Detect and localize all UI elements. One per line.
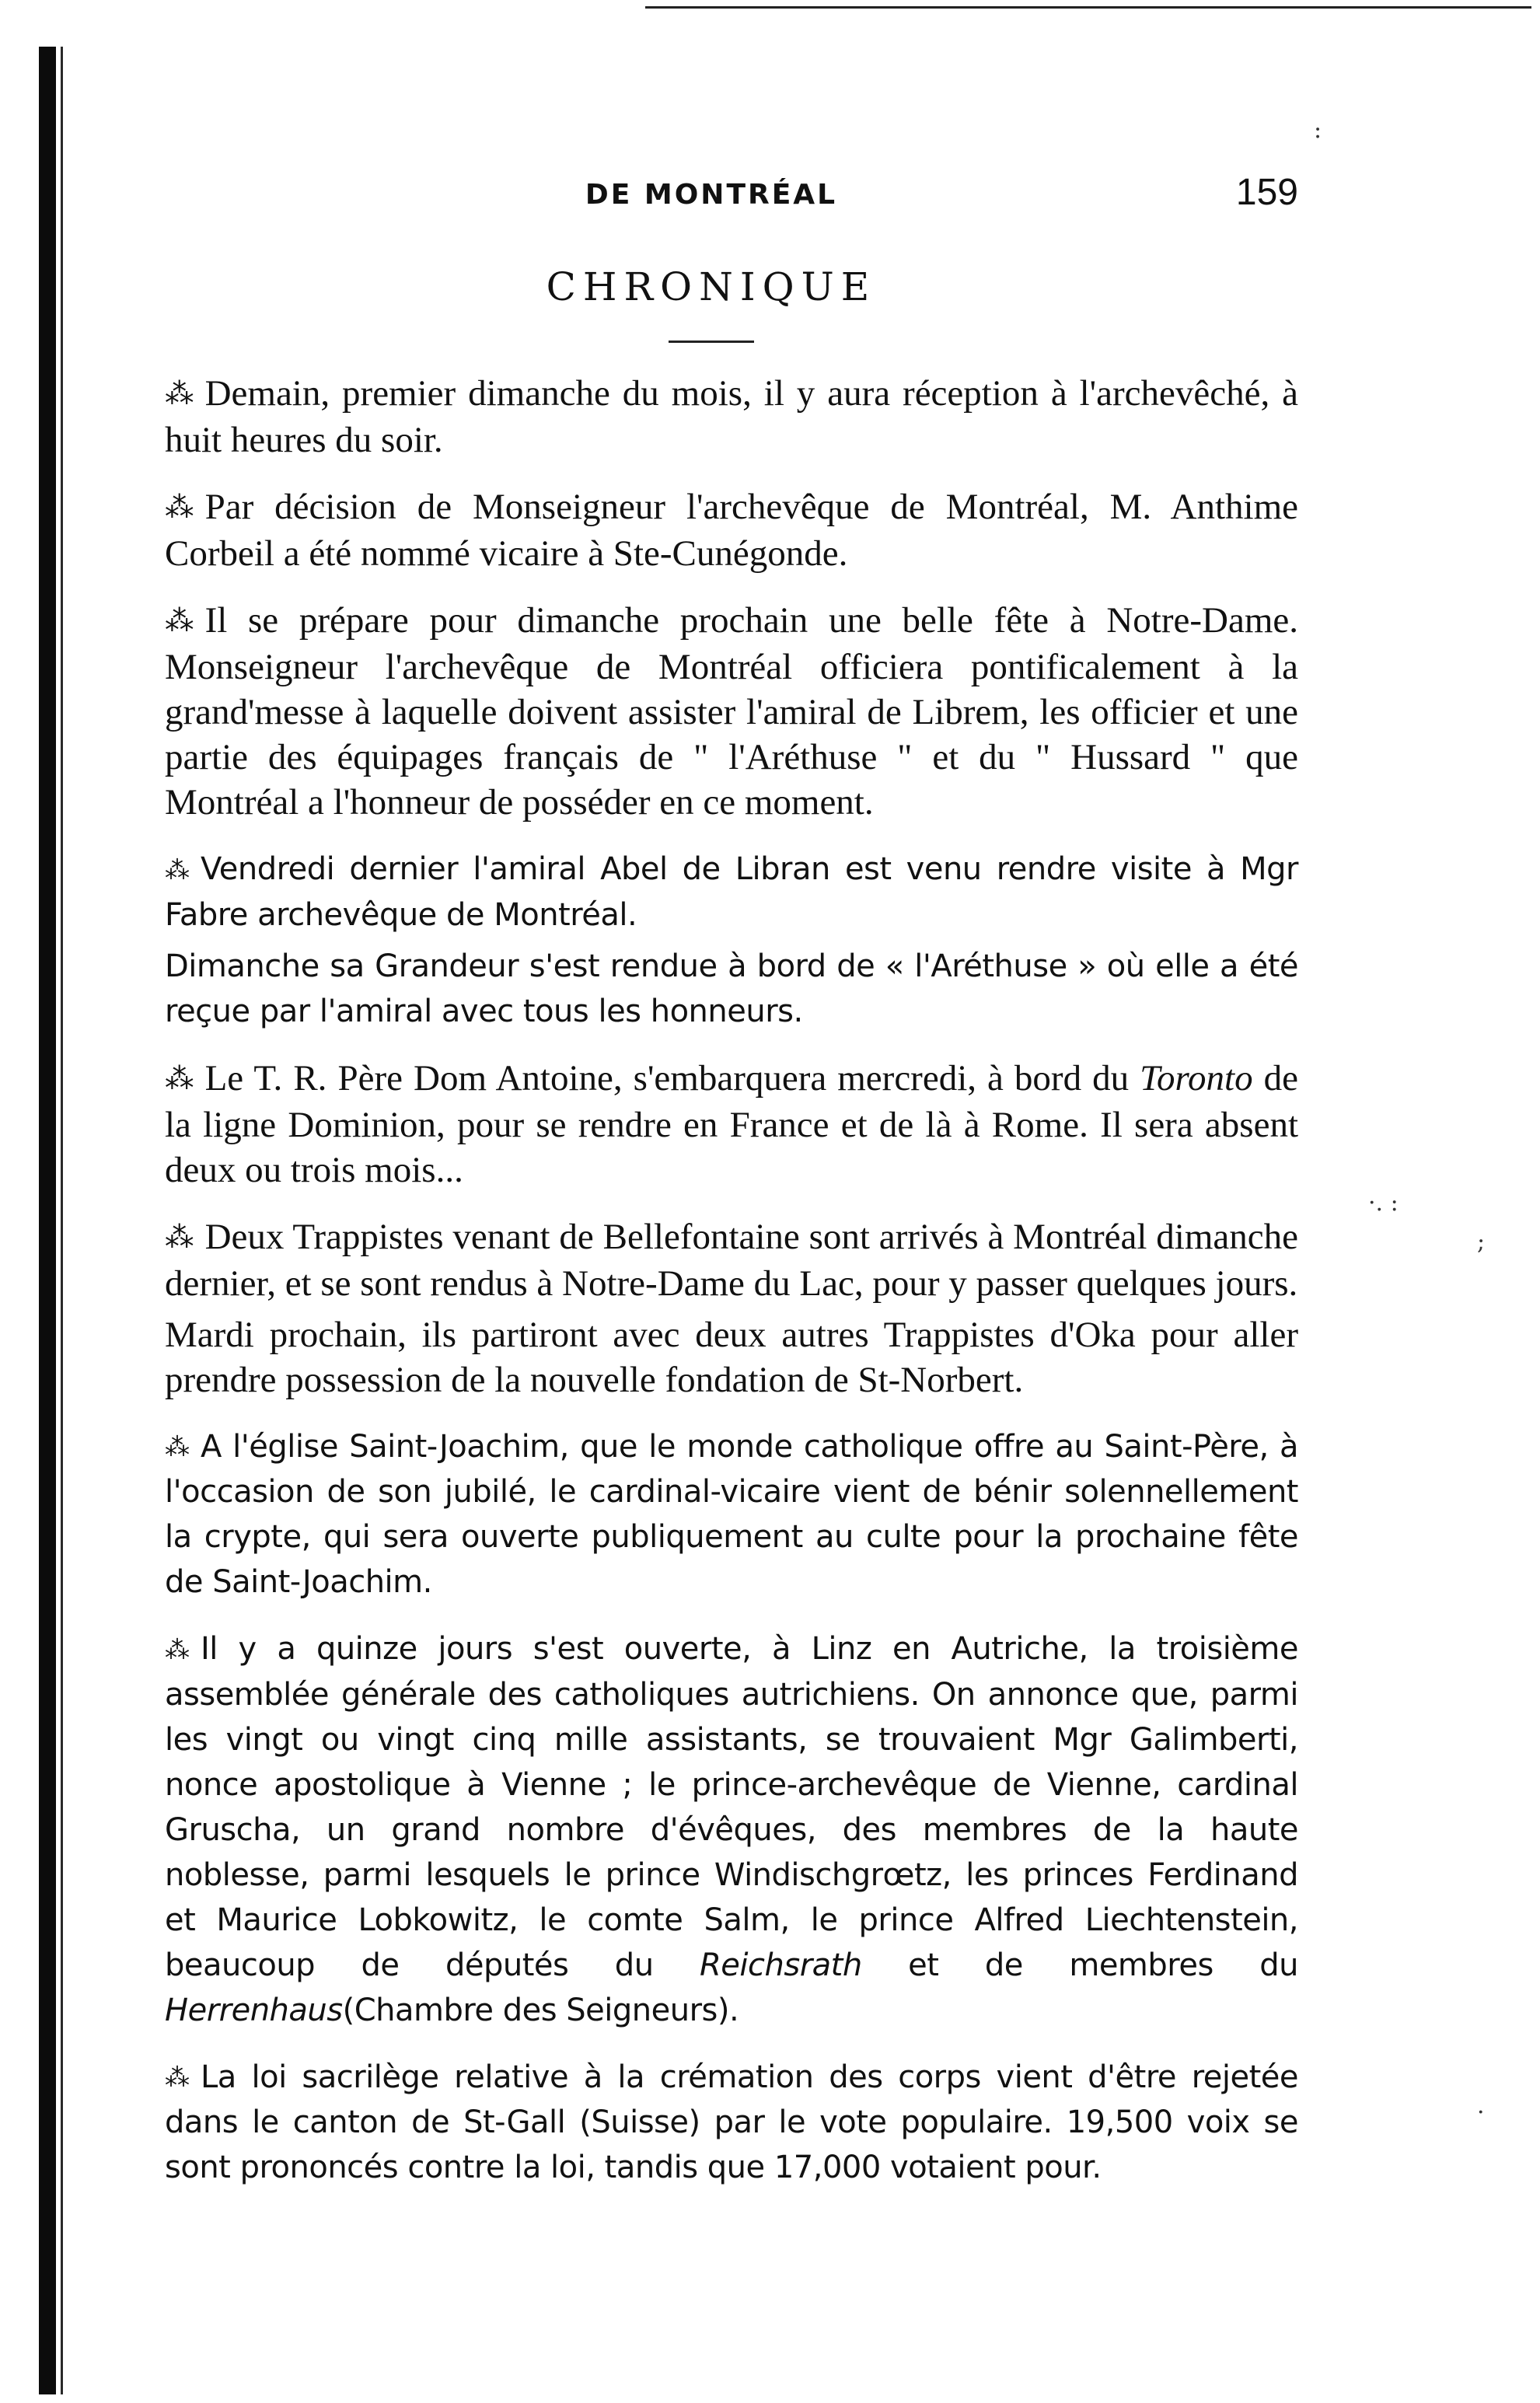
news-item-text: Il y a quinze jours s'est ouverte, à Linz en Autriche, la troisième assemblée générale des catholiques autrichiens. On annonce que, parmi les vingt ou vingt cinq mille assistants, se trouvaient Mgr Galimberti, nonce apostolique à Vienne ; le prince-archevêque de Vienne, cardinal Gruscha, un grand nombre d'évêques, des membres de la haute noblesse, parmi lesquels le prince Windischgrœtz, les princes Ferdinand et Maurice Lobkowitz, le comte Salm, le prince Alfred Liechtenstein, beaucoup de députés du (165, 1631, 1298, 1983)
scan-speck: : (1314, 117, 1322, 144)
news-item-text: La loi sacrilège relative à la crémation des corps vient d'être rejetée dans le canton de St-Gall (Suisse) par le vote populaire. 19,500 voix se sont prononcés contre la loi, tandis que 17,000 votaient pour. (165, 2059, 1298, 2186)
dinkus-ornament: ⁂ (165, 1063, 193, 1095)
dinkus-ornament: ⁂ (165, 1222, 193, 1255)
dinkus-ornament: ⁂ (165, 492, 193, 525)
news-item-text: Il se prépare pour dimanche prochain une belle fête à Notre-Dame. Monseigneur l'archevêque de Montréal officiera pontificalement à la grand'messe à laquelle doivent assister l'amiral de Librem, les officier et une partie des équipages français de " l'Aréthuse " et du " Hussard " que Montréal a l'honneur de posséder en ce moment. (165, 600, 1298, 823)
dinkus-ornament: ⁂ (165, 2062, 188, 2093)
scan-speck: ; (1477, 1228, 1486, 1256)
news-item (124, 1214, 1298, 1306)
news-item (124, 1056, 1298, 1193)
news-item (124, 847, 1298, 937)
dinkus-ornament: ⁂ (165, 1432, 188, 1462)
scan-speck: · (1477, 2099, 1485, 2126)
news-item-continuation (124, 944, 1298, 1034)
dinkus-ornament: ⁂ (165, 379, 193, 411)
news-item-text: Demain, premier dimanche du mois, il y aura réception à l'archevêché, à huit heures du soir. (165, 373, 1298, 461)
binding-edge (39, 47, 56, 2394)
page-number: 159 (1235, 172, 1298, 213)
news-item-text: Le T. R. Père Dom Antoine, s'embarquera mercredi, à bord du (204, 1057, 1140, 1098)
news-item (124, 2055, 1298, 2190)
top-rule (645, 6, 1531, 9)
italic-term: Herrenhaus (165, 1992, 343, 2028)
news-item-text: et de membres du (861, 1947, 1298, 1983)
dinkus-ornament: ⁂ (165, 1634, 188, 1664)
news-item (124, 484, 1298, 576)
news-item-text: Dimanche sa Grandeur s'est rendue à bord de « l'Aréthuse » où elle a été reçue par l'amiral avec tous les honneurs. (165, 948, 1298, 1029)
binding-edge-line (61, 47, 63, 2394)
section-title: CHRONIQUE (546, 264, 877, 309)
news-item-text: Deux Trappistes venant de Bellefontaine sont arrivés à Montréal dimanche dernier, et se sont rendus à Notre-Dame du Lac, pour y passer quelques jours. (165, 1216, 1298, 1305)
news-item (124, 598, 1298, 825)
news-item-text: Vendredi dernier l'amiral Abel de Libran est venu rendre visite à Mgr Fabre archevêque de Montréal. (165, 851, 1298, 933)
news-item (124, 1626, 1298, 2032)
news-item-text: Par décision de Monseigneur l'archevêque de Montréal, M. Anthime Corbeil a été nommé vicaire à Ste-Cunégonde. (165, 487, 1298, 575)
news-item (124, 1424, 1298, 1605)
news-item-text: (Chambre des Seigneurs). (342, 1992, 739, 2028)
title-rule (669, 341, 754, 343)
italic-term: Reichsrath (700, 1947, 862, 1983)
dinkus-ornament: ⁂ (165, 854, 188, 885)
running-head (124, 171, 1298, 218)
scan-speck: ·. : (1368, 1189, 1399, 1217)
news-item (124, 371, 1298, 463)
page-body (124, 171, 1298, 2212)
ship-name: Toronto (1140, 1057, 1253, 1098)
news-item-text: de la ligne Dominion, pour se rendre en France et de là à Rome. Il sera absent deux ou trois mois... (165, 1057, 1298, 1190)
news-item-text: A l'église Saint-Joachim, que le monde catholique offre au Saint-Père, à l'occasion de son jubilé, le cardinal-vicaire vient de bénir solennellement la crypte, qui sera ouverte publiquement au culte pour la prochaine fête de Saint-Joachim. (165, 1429, 1298, 1601)
news-item-continuation (124, 1312, 1298, 1402)
dinkus-ornament: ⁂ (165, 606, 193, 638)
running-title: DE MONTRÉAL (585, 179, 838, 211)
news-item-text: Mardi prochain, ils partiront avec deux autres Trappistes d'Oka pour aller prendre possession de la nouvelle fondation de St-Norbert. (165, 1315, 1298, 1401)
